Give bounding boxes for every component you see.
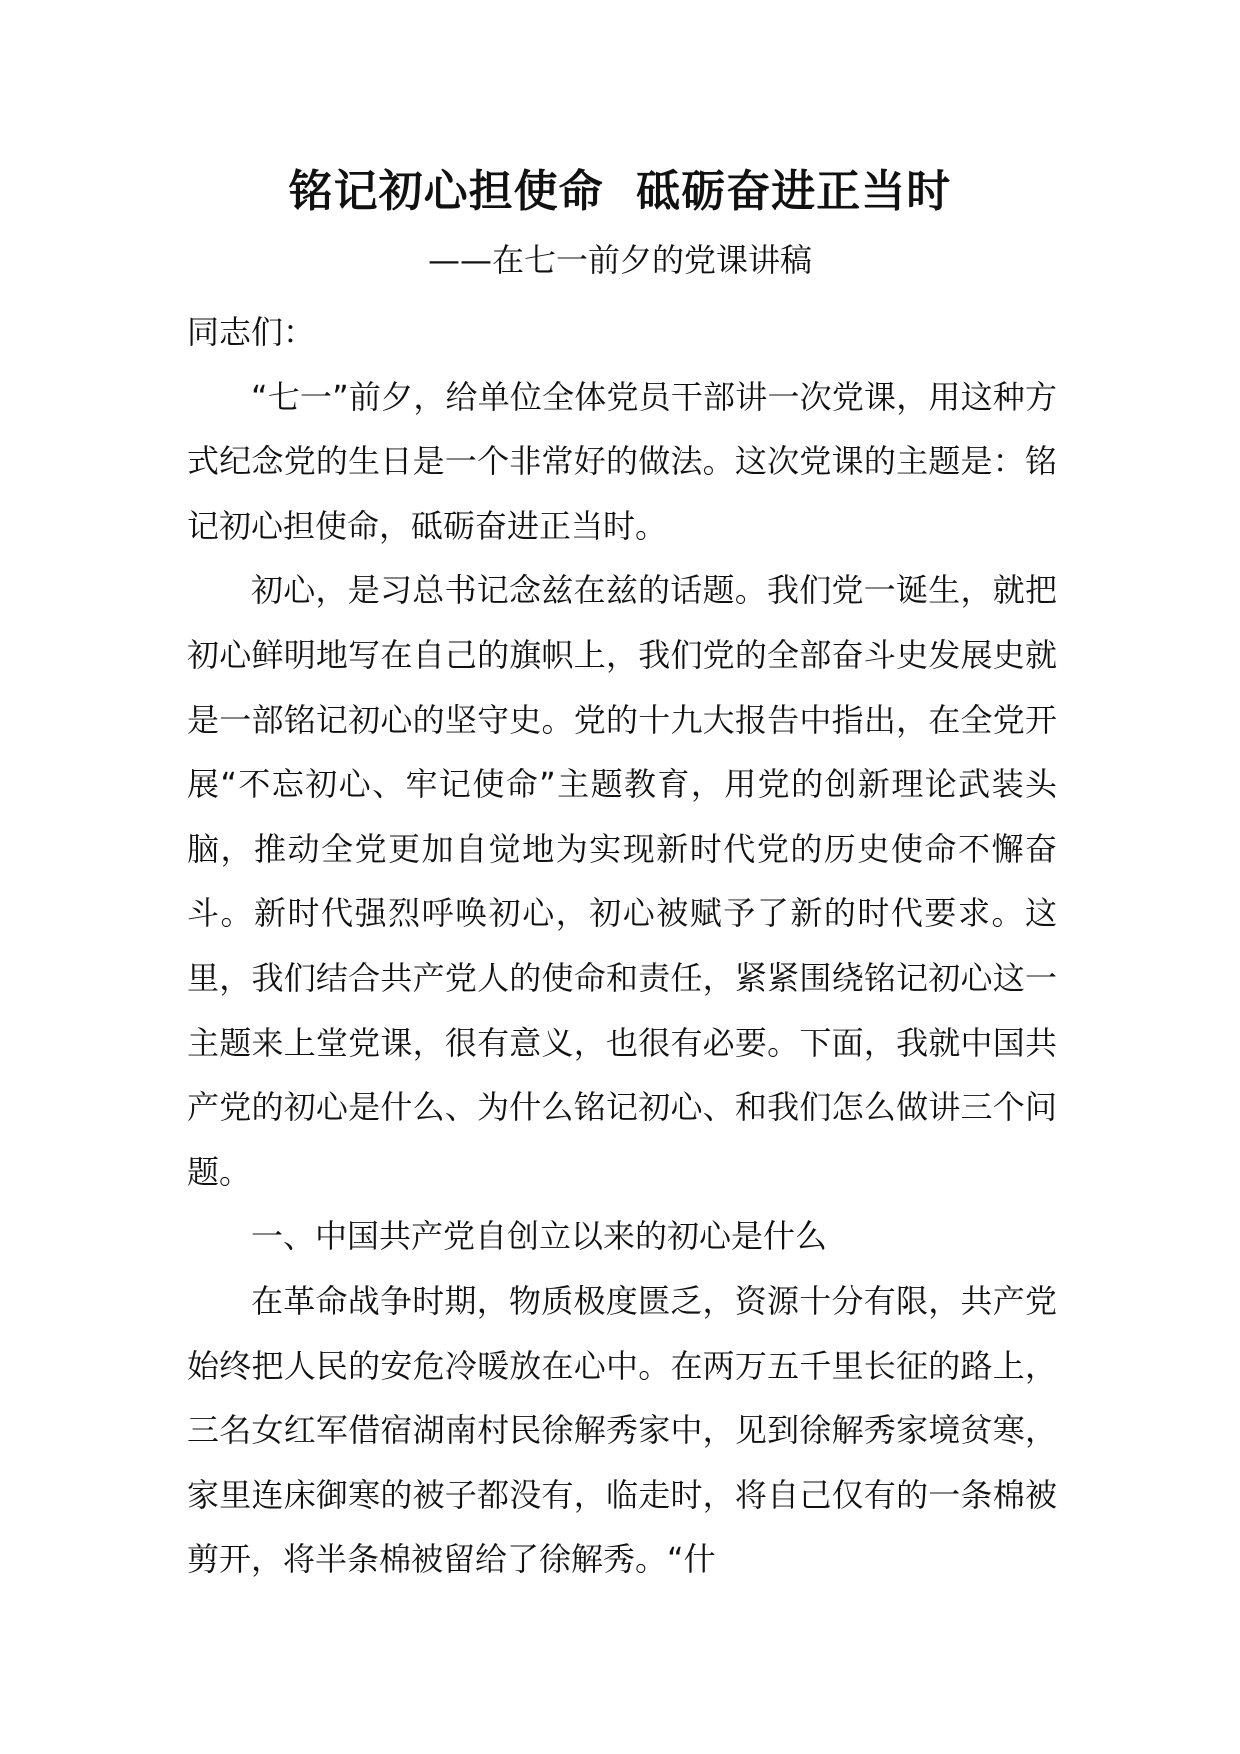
document-body	[187, 300, 1057, 1592]
paragraph: 在革命战争时期，物质极度匮乏，资源十分有限，共产党始终把人民的安危冷暖放在心中。在两万五千里长征的路上，三名女红军借宿湖南村民徐解秀家中，见到徐解秀家境贫寒，家里连床御寒的被子都没有，临走时，将自己仅有的一条棉被剪开，将半条棉被留给了徐解秀。“什	[187, 1281, 1057, 1579]
paragraph: 初心，是习总书记念兹在兹的话题。我们党一诞生，就把初心鲜明地写在自己的旗帜上，我们党的全部奋斗史发展史就是一部铭记初心的坚守史。党的十九大报告中指出，在全党开展“不忘初心、牢记使命”主题教育，用党的创新理论武装头脑，推动全党更加自觉地为实现新时代党的历史使命不懈奋斗。新时代强烈呼唤初心，初心被赋予了新的时代要求。这里，我们结合共产党人的使命和责任，紧紧围绕铭记初心这一主题来上堂党课，很有意义，也很有必要。下面，我就中国共产党的初心是什么、为什么铭记初心、和我们怎么做讲三个问题。	[187, 571, 1057, 1191]
paragraph: “七一”前夕，给单位全体党员干部讲一次党课，用这种方式纪念党的生日是一个非常好的做法。这次党课的主题是：铭记初心担使命，砥砺奋进正当时。	[187, 377, 1057, 545]
document-subtitle: ——在七一前夕的党课讲稿	[427, 241, 812, 279]
salutation: 同志们：	[187, 313, 316, 351]
document-title: 铭记初心担使命 砥砺奋进正当时	[288, 166, 952, 217]
section-heading: 一、中国共产党自创立以来的初心是什么	[251, 1217, 828, 1256]
